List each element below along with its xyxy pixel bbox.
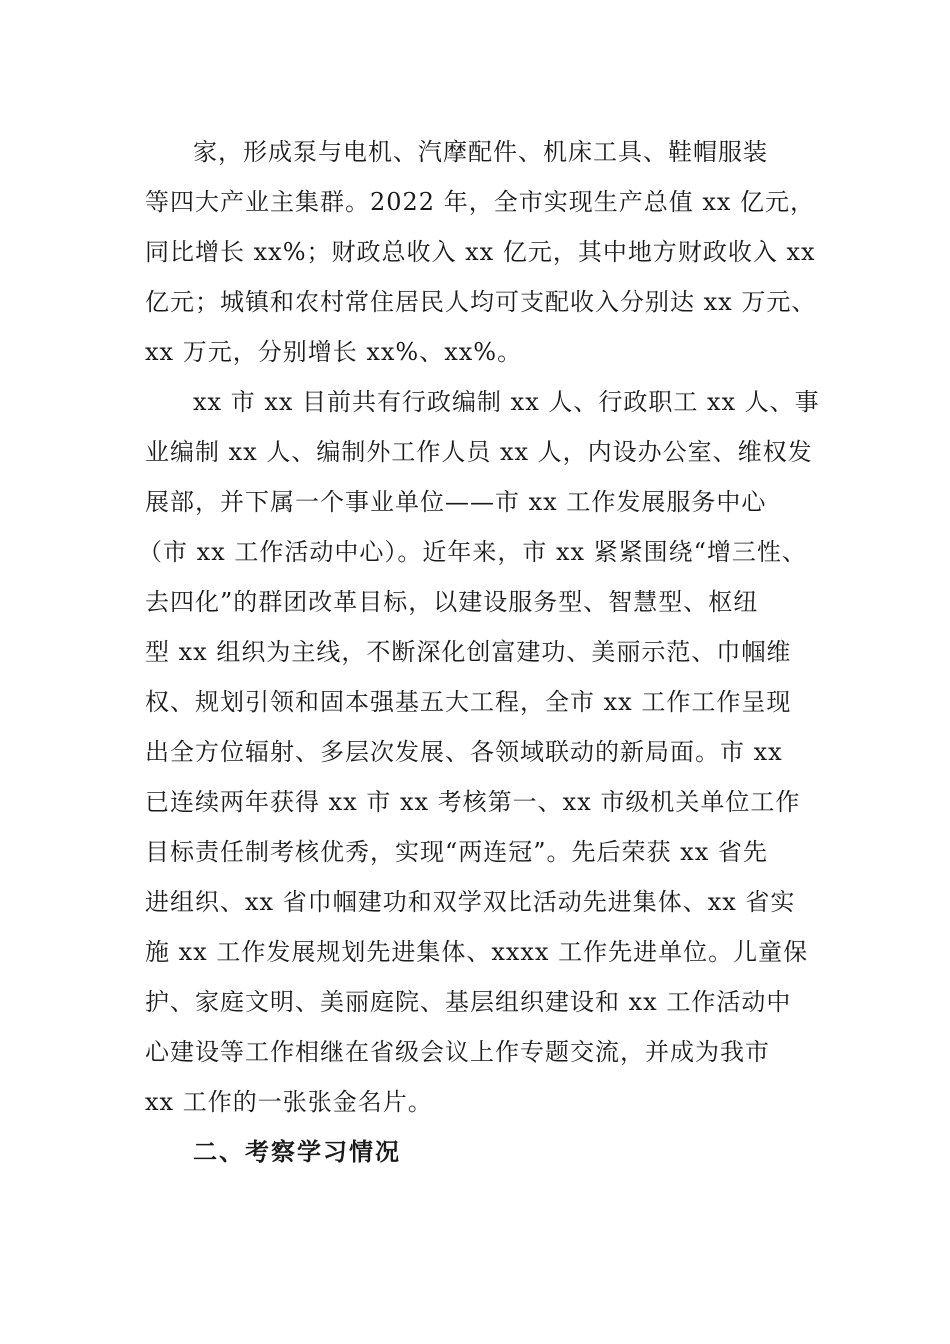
- paragraph-line: 进组织、xx 省巾帼建功和双学双比活动先进集体、xx 省实: [145, 888, 796, 916]
- paragraph-line: 护、家庭文明、美丽庭院、基层组织建设和 xx 工作活动中: [145, 988, 792, 1016]
- paragraph-line: 型 xx 组织为主线，不断深化创富建功、美丽示范、巾帼维: [145, 638, 792, 666]
- paragraph-line: 家，形成泵与电机、汽摩配件、机床工具、鞋帽服装: [193, 138, 768, 166]
- paragraph-line: 已连续两年获得 xx 市 xx 考核第一、xx 市级机关单位工作: [145, 788, 801, 816]
- paragraph-line: （市 xx 工作活动中心）。近年来，市 xx 紧紧围绕“增三性、: [138, 538, 807, 566]
- section-heading: 二、考察学习情况: [193, 1138, 401, 1166]
- paragraph-line: 等四大产业主集群。2022 年，全市实现生产总值 xx 亿元，: [145, 188, 816, 216]
- paragraph-line: xx 万元，分别增长 xx%、xx%。: [145, 338, 523, 366]
- paragraph-line: 权、规划引领和固本强基五大工程，全市 xx 工作工作呈现: [145, 688, 792, 716]
- paragraph-line: 心建设等工作相继在省级会议上作专题交流，并成为我市: [145, 1038, 770, 1066]
- paragraph-line: xx 工作的一张张金名片。: [145, 1088, 433, 1116]
- paragraph-line: 业编制 xx 人、编制外工作人员 xx 人，内设办公室、维权发: [145, 438, 813, 466]
- paragraph-line: 亿元；城镇和农村常住居民人均可支配收入分别达 xx 万元、: [145, 288, 817, 316]
- paragraph-line: 施 xx 工作发展规划先进集体、xxxx 工作先进单位。儿童保: [145, 938, 809, 966]
- paragraph-line: xx 市 xx 目前共有行政编制 xx 人、行政职工 xx 人、事: [193, 388, 820, 416]
- paragraph-line: 出全方位辐射、多层次发展、各领域联动的新局面。市 xx: [145, 738, 783, 766]
- paragraph-line: 同比增长 xx%；财政总收入 xx 亿元，其中地方财政收入 xx: [145, 238, 816, 266]
- paragraph-line: 去四化”的群团改革目标，以建设服务型、智慧型、枢纽: [145, 588, 759, 616]
- paragraph-line: 目标责任制考核优秀，实现“两连冠”。先后荣获 xx 省先: [145, 838, 768, 866]
- paragraph-line: 展部，并下属一个事业单位——市 xx 工作发展服务中心: [145, 488, 767, 516]
